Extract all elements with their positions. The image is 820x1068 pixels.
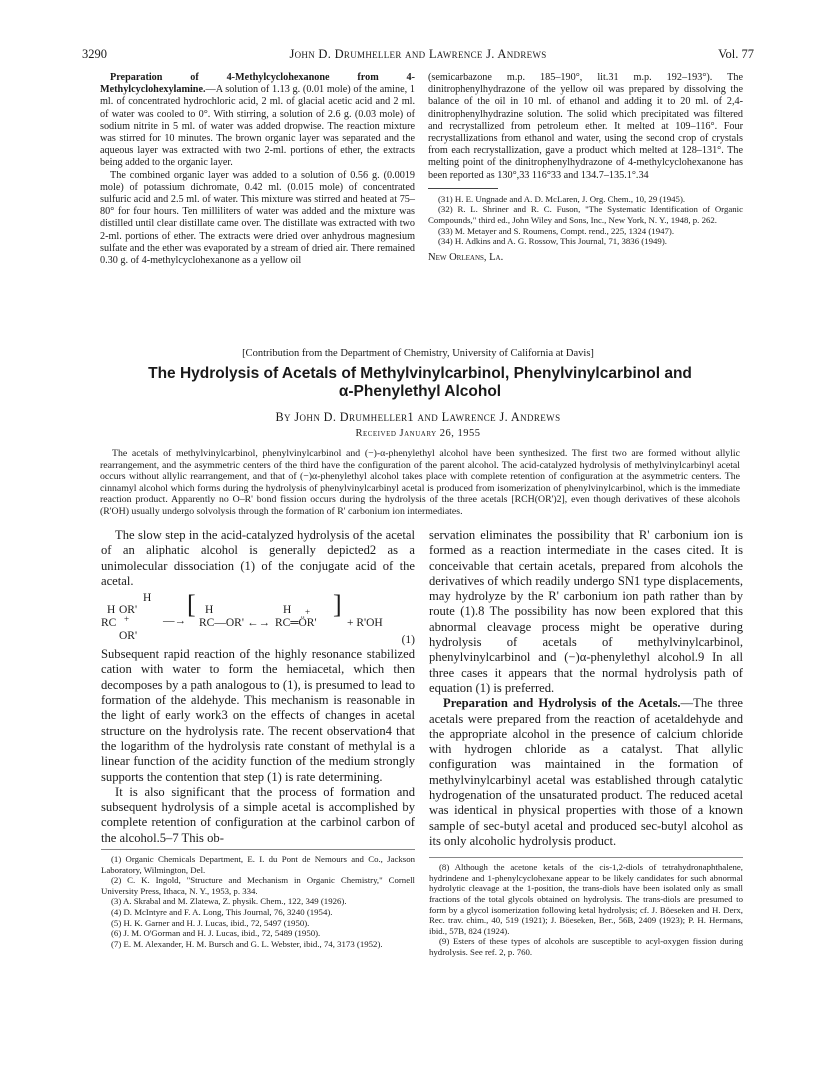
- footnote: (8) Although the acetone ketals of the cis-1,2-diols of tetrahydronaphthalene, hydrindene and 1-phenylcyclohexane appear to be likely candidates for such abnormal hydrolytic cleavage at the 1-position, the trans-diols have been isolated only as small fractions of the total glycols obtained on hydrolysis. The trans-diols are presumed to form by a glycol isomerization following ketal hydrolysis; cf. J. Böeseken and H. Derx, Rec. trav. chim., 40, 519 (1921); J. Böeseken, Ber., 56B, 2409 (1923); P. H. Hermans, ibid., 57B, 824 (1924).: [429, 862, 743, 936]
- body-paragraph: The slow step in the acid-catalyzed hydrolysis of the acetal of an aliphatic alcohol is generally depicted2 as a unimolecular dissociation (1) of the conjugate acid of the acetal.: [101, 528, 415, 588]
- scheme-atom: H: [107, 604, 116, 617]
- footnote: (9) Esters of these types of alcohols are susceptible to acyl-oxygen fission during hydrolysis. See ref. 2, p. 760.: [429, 936, 743, 957]
- prev-article-right-column: [428, 72, 743, 264]
- footnote: (3) A. Skrabal and M. Zlatewa, Z. physik. Chem., 122, 349 (1926).: [111, 896, 347, 907]
- volume-label: Vol. 77: [718, 47, 754, 61]
- bracket-left: [: [187, 590, 196, 620]
- reaction-arrow: —→: [163, 615, 186, 628]
- footnote: (7) E. M. Alexander, H. M. Bursch and G. L. Webster, ibid., 74, 3173 (1952).: [111, 938, 383, 949]
- body-paragraph: It is also significant that the process of formation and subsequent hydrolysis of a simple acetal is accomplished by complete retention of configuration at the carbinol carbon of the alcohol.5–7 This ob-: [101, 784, 415, 845]
- body-paragraph: Subsequent rapid reaction of the highly resonance stabilized cation with water to form the hemiacetal, which then decomposes by a path analogous to (1), is presumed to lead to formation of the aldehyde. This mechanism is reasonable in the light of early work3 on the effects of changes in acetal structure on the hydrolysis rate. The recent observation4 that the logarithm of the hydrolysis rate constant of methylal is a linear function of the acidity function of the medium strongly supports the contention that step (1) is rate determining.: [101, 647, 415, 784]
- running-head: [82, 47, 754, 63]
- footnote: (34) H. Adkins and A. G. Rossow, This Journal, 71, 3836 (1949).: [438, 236, 667, 247]
- footnote: (6) J. M. O'Gorman and H. J. Lucas, ibid., 72, 5489 (1950).: [111, 928, 321, 939]
- page-number: 3290: [82, 47, 107, 61]
- scheme-group: OR': [119, 604, 138, 617]
- running-head-authors: John D. Drumheller and Lawrence J. Andrews: [289, 47, 547, 61]
- footnote-divider: [101, 849, 415, 850]
- bracket-right: ]: [333, 590, 342, 620]
- prev-section-heading: Preparation of 4-Methylcyclohexanone from 4-Methylcyclohexylamine.: [100, 72, 415, 96]
- scheme-group: OR': [119, 630, 138, 643]
- section-heading: Preparation and Hydrolysis of the Acetals.: [443, 696, 681, 711]
- scheme-charge: +: [124, 614, 130, 625]
- reaction-scheme: [101, 589, 415, 647]
- received-date: Received January 26, 1955: [355, 428, 481, 439]
- article-right-column: [429, 528, 743, 958]
- prev-paragraph: (semicarbazone m.p. 185–190°, lit.31 m.p. 192–193°). The dinitrophenylhydrazone of the yellow oil was prepared by dissolving the balance of the oil in 10 ml. of ethanol and adding it to 20 ml. of 2,4-dinitrophenylhydrazine solution. The solid which precipitated was filtered and recrystallized from petroleum ether. It melted at 109–116°. Four recrystallizations from ethanol and water, using the second crop of crystals from each recrystallization, gave a product which melted at 128–131°. The melting point of the dinitrophenylhydrazone of 4-methylcyclohexanone has been reported as 130°,33 116°33 and 134.7–135.1°.34: [428, 72, 743, 181]
- scheme-group: RC—OR': [199, 617, 244, 630]
- body-paragraph: —The three acetals were prepared from the reaction of acetaldehyde and the appropriate alcohol in the presence of calcium chloride with hydrogen chloride as a catalyst. That allylic configuration was maintained in the formation of methylvinylcarbinyl acetal was established through catalytic hydrogenation of the unsaturated product. The reduced acetal was identical in physical properties with those of a known sample of sec-butyl acetal and produced sec-butyl alcohol as its only alcoholic hydrolysis product.: [429, 696, 744, 848]
- footnote: (32) R. L. Shriner and R. C. Fuson, "The Systematic Identification of Organic Compounds," third ed., John Wiley and Sons, Inc., New York, N. Y., 1948, p. 262.: [428, 204, 743, 226]
- footnote: (33) M. Metayer and S. Roumens, Compt. rend., 225, 1324 (1947).: [438, 225, 675, 236]
- scheme-atom: H: [205, 604, 214, 617]
- body-paragraph: servation eliminates the possibility that R' carbonium ion is formed as a reaction intermediate in the cases cited. It is conceivable that certain acetals, prepared from alcohols the derivatives of which readily undergo SN1 type displacements, may hydrolyze by the R' carbonium ion path rather than by route (1).8 The possibility has now been explored that this abnormal cleavage process might be operative during hydrolysis of acetals of methylvinylcarbinol, phenylvinylcarbinol and (−)α-phenylethyl alcohol.9 In all three cases it appears that the normal hydrolysis path of equation (1) is preferred.: [429, 528, 743, 695]
- scheme-group: + R'OH: [347, 617, 383, 630]
- prev-paragraph: —A solution of 1.13 g. (0.01 mole) of the amine, 1 ml. of concentrated hydrochloric acid, 2 ml. of glacial acetic acid and 2 ml. of water was cooled to 0°. With stirring, a solution of 2.6 g. (0.03 mole) of sodium nitrite in 5 ml. of water was added dropwise. The reaction mixture was stirred for 10 minutes. The brown organic layer was separated and the aqueous layer was extracted with two 2-ml. portions of ether, the extracts being added to the organic layer.: [100, 84, 415, 169]
- scheme-atom: H: [283, 604, 292, 617]
- scheme-charge: +: [305, 607, 311, 618]
- prev-footnotes: [428, 194, 743, 247]
- footnote: (4) D. McIntyre and F. A. Long, This Journal, 76, 3240 (1954).: [111, 907, 333, 918]
- article-title-line: The Hydrolysis of Acetals of Methylvinylcarbinol, Phenylvinylcarbinol and: [148, 365, 692, 382]
- footnote: (5) H. K. Garner and H. J. Lucas, ibid., 72, 5497 (1950).: [111, 917, 310, 928]
- article-left-column: [101, 528, 415, 949]
- article-title-line: α-Phenylethyl Alcohol: [338, 383, 502, 400]
- affiliation-city: New Orleans, La.: [428, 251, 504, 263]
- footnote: (2) C. K. Ingold, "Structure and Mechanism in Organic Chemistry," Cornell University Press, Ithaca, N. Y., 1953, p. 334.: [101, 875, 415, 896]
- footnote: (31) H. E. Ungnade and A. D. McLaren, J. Org. Chem., 10, 29 (1945).: [438, 193, 686, 204]
- resonance-arrow: ←→: [247, 617, 270, 630]
- footnote: (1) Organic Chemicals Department, E. I. du Pont de Nemours and Co., Jackson Laboratory, Wilmington, Del.: [101, 854, 415, 875]
- prev-paragraph: The combined organic layer was added to a solution of 0.56 g. (0.0019 mole) of potassium dichromate, 0.42 ml. (0.015 mole) of concentrated sulfuric acid and 2.5 ml. of water. This mixture was stirred and heated at 75–80° for four hours. Ten milliliters of water was added and the mixture was distilled until clear distillate came over. The distillate was extracted with two 2-ml. portions of ether. The extracts were dried over anhydrous magnesium sulfate and the ether was evaporated by a stream of dried air. There remained 0.30 g. of 4-methylcyclohexanone as a yellow oil: [100, 169, 415, 267]
- right-footnotes: [429, 862, 743, 957]
- left-footnotes: [101, 854, 415, 949]
- footnote-divider: [428, 188, 498, 189]
- byline: By John D. Drumheller1 and Lawrence J. Andrews: [275, 410, 561, 424]
- footnote-divider: [429, 857, 743, 858]
- prev-article-left-column: [100, 72, 415, 267]
- scheme-group: RC═ÖR': [275, 617, 317, 630]
- equation-number: (1): [401, 634, 415, 647]
- contribution-line: [Contribution from the Department of Chemistry, University of California at Davis]: [242, 348, 594, 359]
- article-title: [120, 365, 720, 401]
- scheme-group: RC: [101, 617, 117, 630]
- abstract: The acetals of methylvinylcarbinol, phenylvinylcarbinol and (−)-α-phenylethyl alcohol have been synthesized. The first two are formed without allylic rearrangement, and the asymmetric centers of the third have the configuration of the parent alcohol. The acid-catalyzed hydrolysis of methylvinylcarbinyl acetal occurs without allylic rearrangement, and that of (−)α-phenylethyl alcohol takes place with complete retention of configuration at the asymmetric centers. The cinnamyl alcohol which forms during the hydrolysis of phenylvinylcarbinyl acetal is produced from isomerization of phenylvinylcarbinol, which is the immediate reaction product. Apparently no O–R' bond fission occurs during the hydrolysis of the three acetals [RCH(OR')2], even though derivatives of these alcohols (R'OH) usually undergo solvolysis through the formation of R' carbonium ion intermediates.: [100, 448, 740, 517]
- scheme-atom: H: [143, 592, 152, 605]
